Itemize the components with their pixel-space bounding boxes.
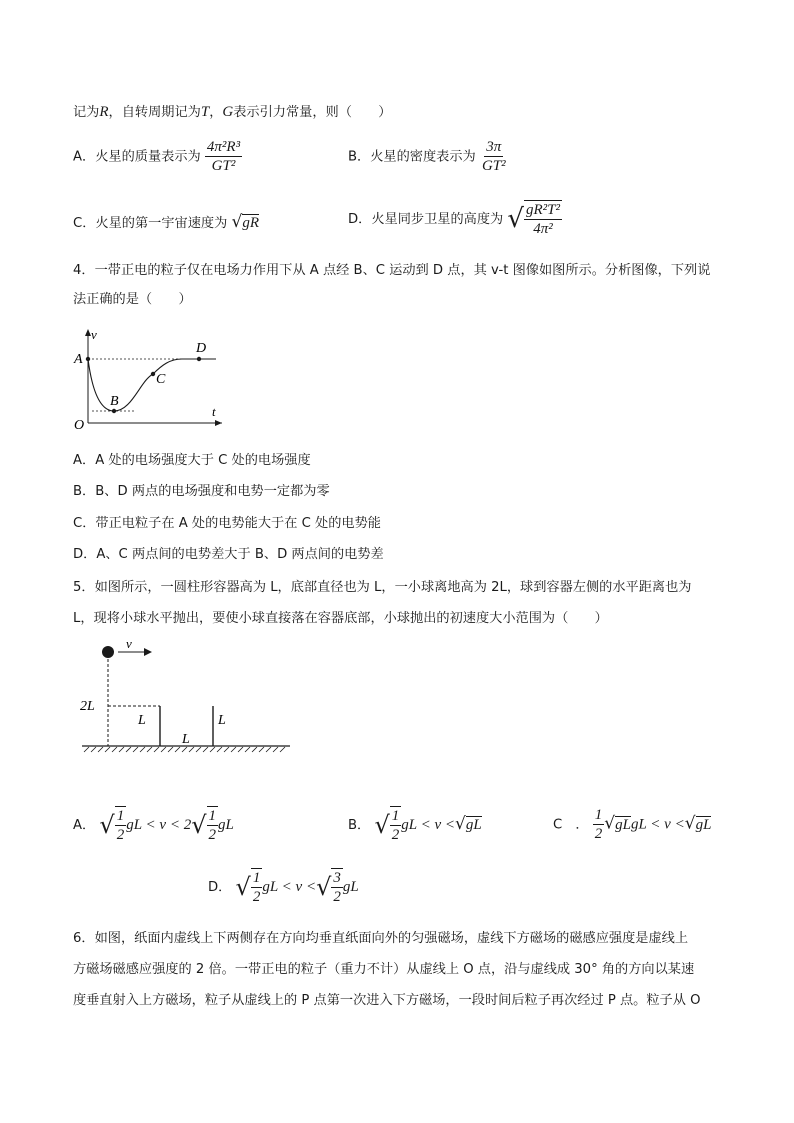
q3-d-fraction: $\frac{\text{gR²T²}}{\text{4π²}}$ xyxy=(526,202,560,237)
ball xyxy=(102,646,114,658)
q4-option-a: A．A 处的电场强度大于 C 处的电场强度 xyxy=(73,453,311,468)
fig-label-v: v xyxy=(126,640,132,651)
q5-stem-line-2: L，现将小球水平抛出，要使小球直接落在容器底部，小球抛出的初速度大小范围为（ ） xyxy=(73,611,608,626)
fig-label-2L: 2L xyxy=(80,699,95,714)
q5-option-c: C ． $\frac{1}{2}$ √gLgL < v <√gL xyxy=(553,807,712,842)
lead-text-3: ， xyxy=(209,105,223,120)
symbol-R: R xyxy=(99,104,109,120)
graph-label-B: B xyxy=(110,394,119,409)
q5-option-a: A． √ $\frac{1}{2}$ gL < v < 2√ $\frac{1}{2}$ gL xyxy=(73,808,234,843)
question-3-tail xyxy=(73,102,391,123)
q3-option-c: C．火星的第一宇宙速度为 √gR xyxy=(73,212,259,232)
q4-option-b: B．B、D 两点的电场强度和电势一定都为零 xyxy=(73,484,330,499)
q3-c-root: gR xyxy=(242,215,259,231)
q6-line-1: 6．如图，纸面内虚线上下两侧存在方向均垂直纸面向外的匀强磁场，虚线下方磁场的磁感应强度是虚线上 xyxy=(73,931,689,946)
graph-label-v: v xyxy=(91,327,97,342)
q3-option-d: D．火星同步卫星的高度为 √ $\frac{\text{gR²T²}}{\text{4π²}}$ xyxy=(348,202,560,237)
q4-option-d: D．A、C 两点间的电势差大于 B、D 两点间的电势差 xyxy=(73,547,384,562)
graph-label-O: O xyxy=(74,418,85,433)
q3-option-a: A．火星的质量表示为 $\frac{\text{4π²R³}}{\text{GT²}}$ xyxy=(73,139,241,174)
fig-label-L2: L xyxy=(182,732,190,747)
graph-label-D: D xyxy=(196,341,207,356)
graph-label-A: A xyxy=(74,352,83,367)
q4-stem-line-2: 法正确的是（ ） xyxy=(73,292,192,307)
q3-b-fraction: $\frac{3\pi}{\text{GT²}}$ xyxy=(481,139,506,174)
q3-a-fraction: $\frac{\text{4π²R³}}{\text{GT²}}$ xyxy=(206,139,241,174)
q5-figure xyxy=(76,640,296,760)
symbol-T: T xyxy=(200,104,210,120)
q4-stem-line-1: 4．一带正电的粒子仅在电场力作用下从 A 点经 B、C 运动到 D 点，其 v-t 图像如图所示。分析图像，下列说 xyxy=(73,263,711,278)
q6-line-3: 度垂直射入上方磁场，粒子从虚线上的 P 点第一次进入下方磁场，一段时间后粒子再次经过 P 点。粒子从 O xyxy=(73,993,701,1008)
q3-option-b: B．火星的密度表示为 $\frac{3\pi}{\text{GT²}}$ xyxy=(348,139,506,174)
graph-label-t: t xyxy=(212,404,216,419)
q5-option-d: D． √ $\frac{1}{2}$ gL < v <√ $\frac{3}{2}$ gL xyxy=(208,870,359,905)
lead-text-2: ，自转周期记为 xyxy=(108,105,201,120)
q4-vt-graph xyxy=(70,325,230,435)
fig-label-L1: L xyxy=(138,713,146,728)
q6-line-2: 方磁场磁感应强度的 2 倍。一带正电的粒子（重力不计）从虚线上 O 点，沿与虚线成 30° 角的方向以某速 xyxy=(73,962,695,977)
q4-option-c: C．带正电粒子在 A 处的电势能大于在 C 处的电势能 xyxy=(73,516,381,531)
q5-option-b: B． √ $\frac{1}{2}$ gL < v <√gL xyxy=(348,808,482,843)
lead-text-1: 记为 xyxy=(73,105,100,120)
symbol-G: G xyxy=(222,104,234,120)
lead-text-4: 表示引力常量，则（ ） xyxy=(233,105,392,120)
graph-label-C: C xyxy=(156,372,166,387)
q5-stem-line-1: 5．如图所示，一圆柱形容器高为 L，底部直径也为 L，一小球离地高为 2L，球到容器左侧的水平距离也为 xyxy=(73,580,692,595)
fig-label-L3: L xyxy=(218,713,226,728)
